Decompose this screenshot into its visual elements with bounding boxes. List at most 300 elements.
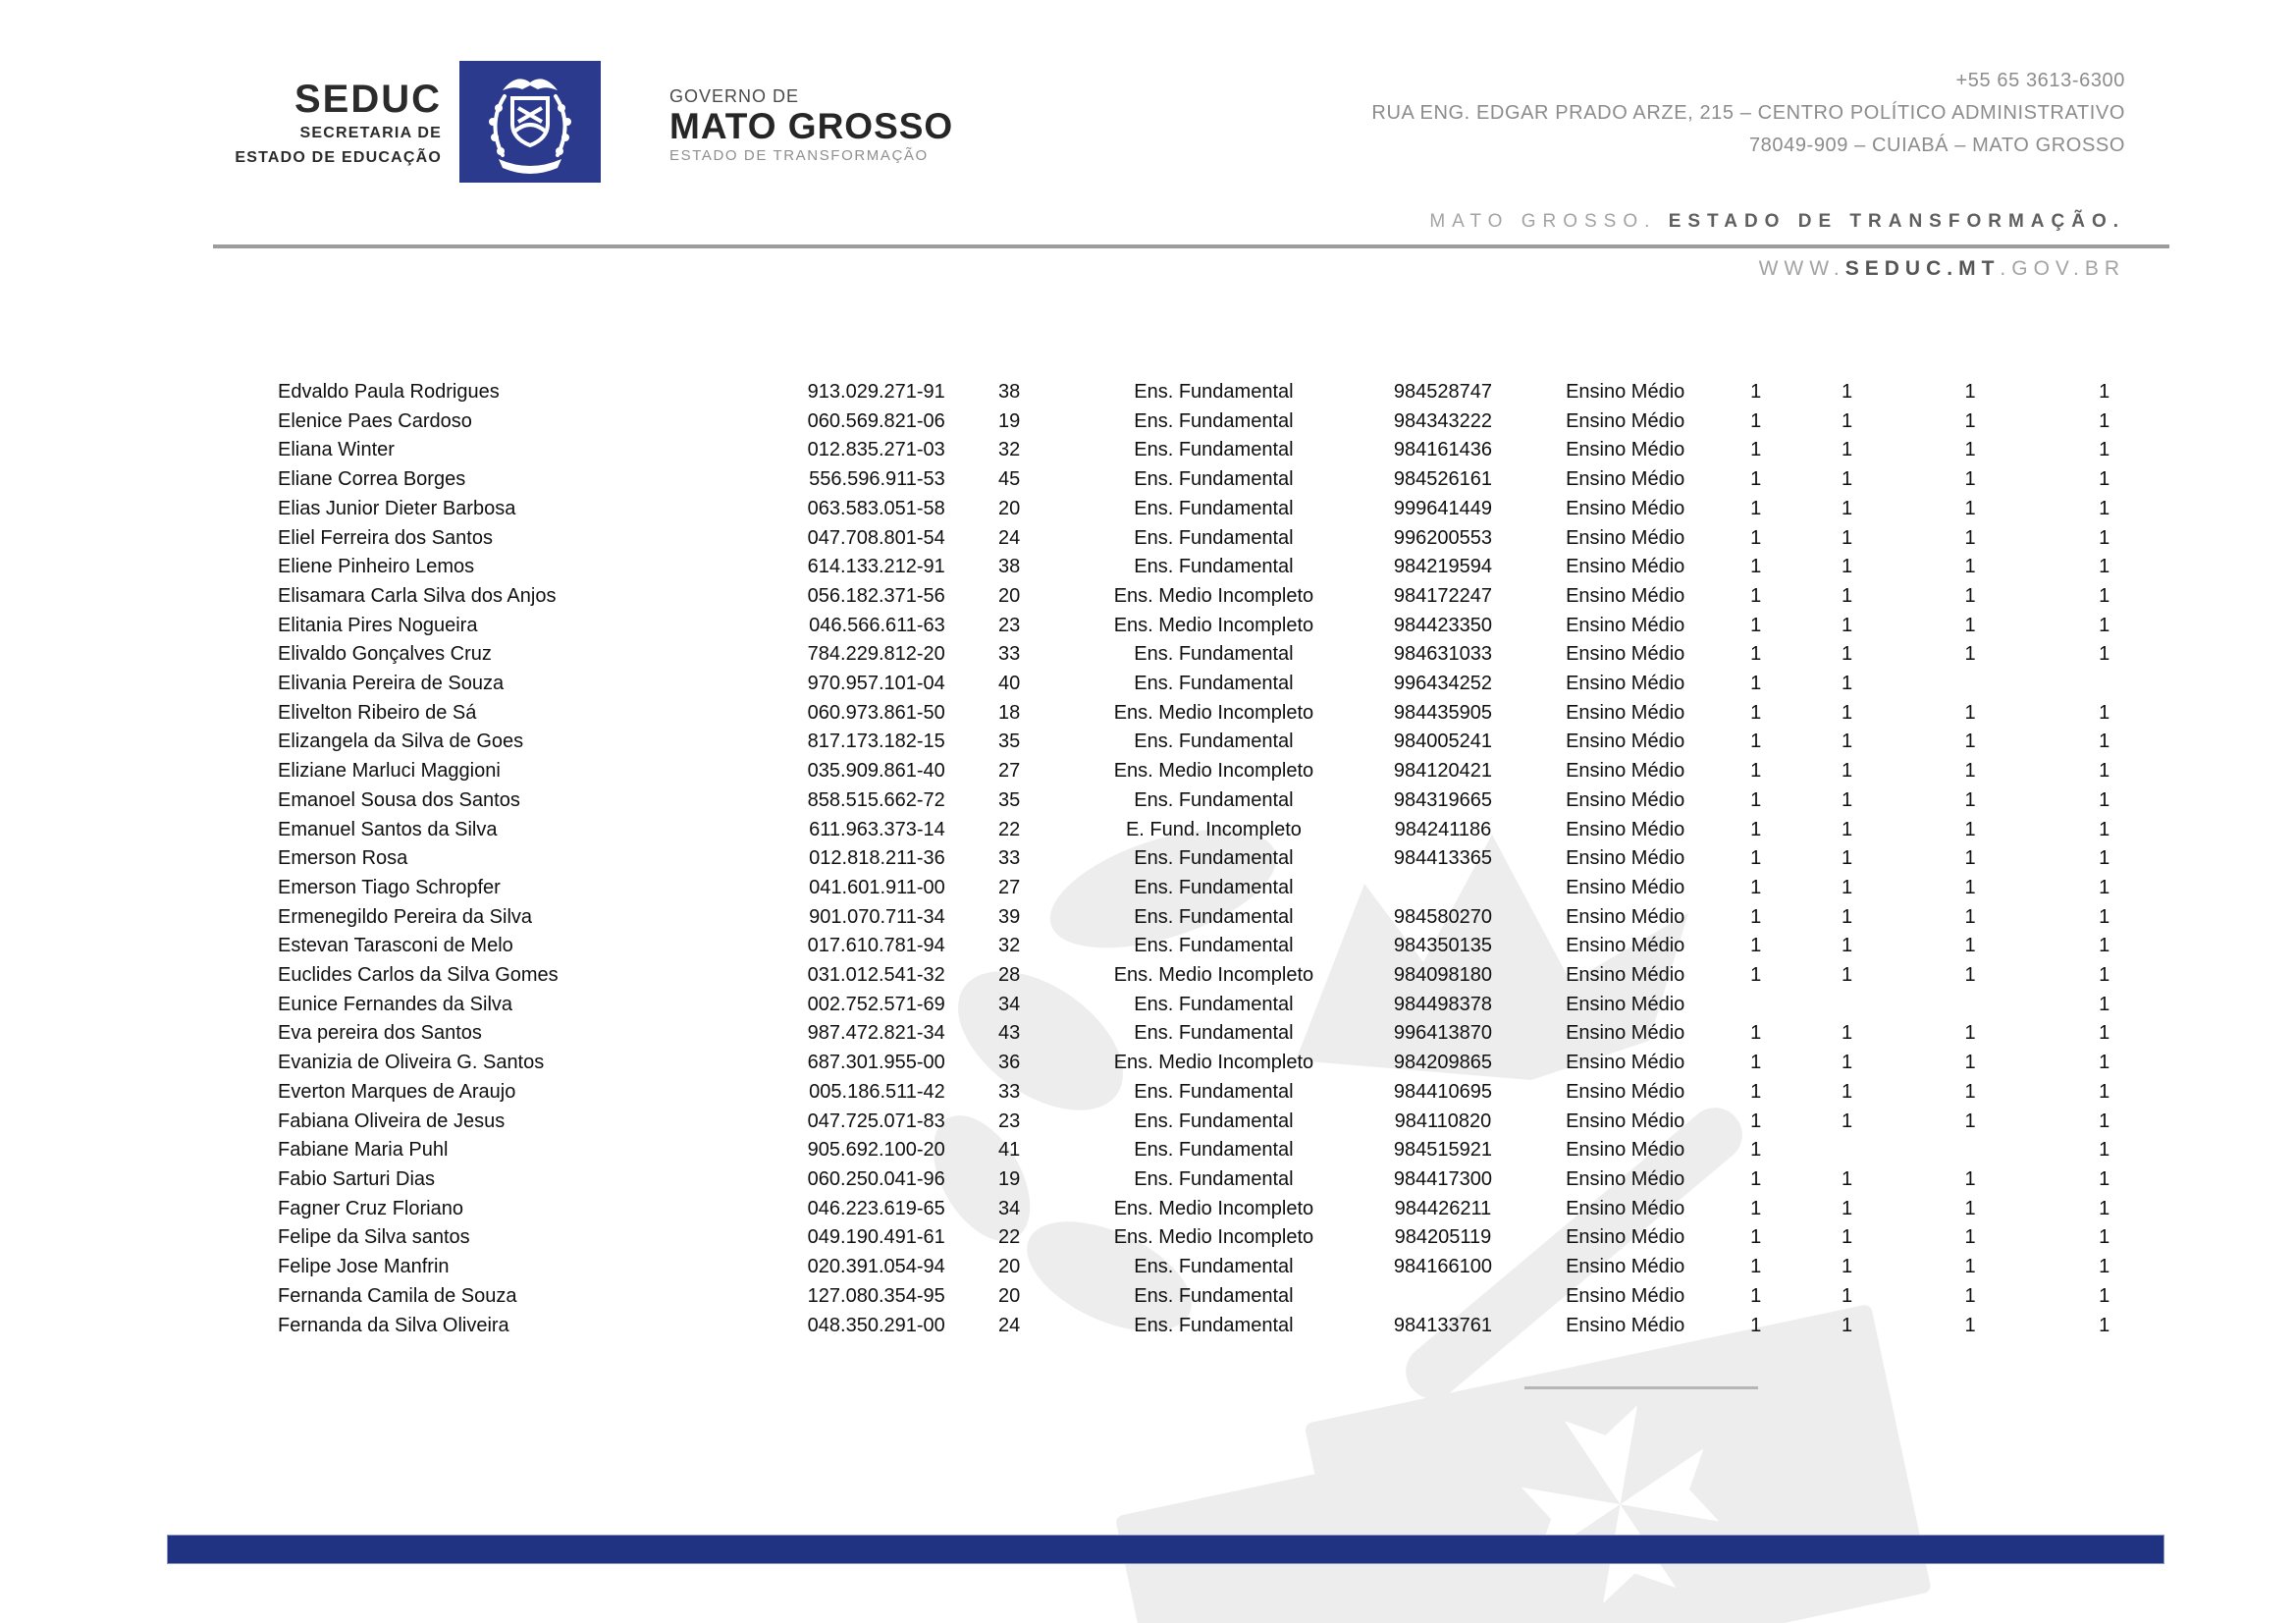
person-level: Ensino Médio — [1566, 788, 1685, 811]
person-age: 45 — [997, 468, 1021, 491]
person-cpf: 047.725.071-83 — [807, 1109, 945, 1132]
person-name: Ermenegildo Pereira da Silva — [278, 905, 533, 928]
person-education: Ens. Fundamental — [1134, 556, 1294, 578]
contact-address: RUA ENG. EDGAR PRADO ARZE, 215 – CENTRO POLÍTICO ADMINISTRATIVO — [1371, 102, 2125, 124]
seduc-subtitle-line1: SECRETARIA DE — [299, 125, 442, 141]
person-name: Elizangela da Silva de Goes — [278, 730, 524, 753]
person-cpf: 012.818.211-36 — [809, 847, 945, 870]
person-cpf: 970.957.101-04 — [807, 673, 945, 695]
flag-column-2: 1 — [1842, 964, 1853, 987]
person-education: Ens. Medio Incompleto — [1113, 964, 1314, 987]
flag-column-3: 1 — [1964, 1197, 1976, 1219]
website-domain: SEDUC.MT — [1844, 257, 2001, 280]
table-row — [278, 991, 2169, 1020]
person-education: Ens. Medio Incompleto — [1113, 760, 1314, 783]
flag-column-2: 1 — [1842, 730, 1853, 753]
flag-column-3: 1 — [1964, 905, 1976, 928]
seduc-subtitle-line2: ESTADO DE EDUCAÇÃO — [235, 149, 442, 166]
flag-column-3 — [1901, 670, 2040, 699]
flag-column-3: 1 — [1964, 730, 1976, 753]
person-age: 23 — [997, 1109, 1021, 1132]
person-name: Felipe Jose Manfrin — [278, 1256, 450, 1278]
table-row — [278, 495, 2169, 524]
flag-column-1: 1 — [1750, 935, 1762, 957]
person-level: Ensino Médio — [1566, 1197, 1685, 1219]
flag-column-4: 1 — [2099, 1109, 2110, 1132]
flag-column-1: 1 — [1750, 1314, 1762, 1336]
person-cpf: 905.692.100-20 — [807, 1139, 945, 1162]
flag-column-1: 1 — [1750, 788, 1762, 811]
person-education: Ens. Fundamental — [1134, 1080, 1294, 1103]
seduc-logo-text — [147, 79, 442, 169]
person-name: Fernanda Camila de Souza — [278, 1284, 517, 1307]
person-phone: 984343222 — [1393, 409, 1492, 432]
person-age: 36 — [997, 1052, 1021, 1074]
flag-column-1: 1 — [1750, 876, 1762, 898]
person-level: Ensino Médio — [1566, 993, 1685, 1015]
person-level: Ensino Médio — [1566, 584, 1685, 607]
person-education: Ens. Fundamental — [1134, 876, 1294, 898]
person-phone: 984120421 — [1393, 760, 1492, 783]
table-row — [278, 1136, 2169, 1165]
person-level: Ensino Médio — [1566, 876, 1685, 898]
flag-column-2: 1 — [1842, 818, 1853, 840]
table-row — [278, 1019, 2169, 1049]
person-age: 22 — [997, 818, 1021, 840]
flag-column-4: 1 — [2099, 1284, 2110, 1307]
person-name: Euclides Carlos da Silva Gomes — [278, 964, 559, 987]
person-age: 34 — [997, 1197, 1021, 1219]
tagline-bold: ESTADO DE TRANSFORMAÇÃO. — [1668, 211, 2125, 232]
flag-column-2: 1 — [1842, 1226, 1853, 1249]
person-level: Ensino Médio — [1566, 1284, 1685, 1307]
flag-column-1: 1 — [1750, 1197, 1762, 1219]
person-age: 27 — [997, 876, 1021, 898]
person-level: Ensino Médio — [1566, 1052, 1685, 1074]
person-phone: 984580270 — [1393, 905, 1492, 928]
flag-column-3: 1 — [1964, 439, 1976, 461]
flag-column-3: 1 — [1964, 818, 1976, 840]
person-level: Ensino Médio — [1566, 1080, 1685, 1103]
flag-column-1: 1 — [1750, 701, 1762, 724]
person-level: Ensino Médio — [1566, 1314, 1685, 1336]
footer-bar — [167, 1535, 2164, 1564]
person-name: Estevan Tarasconi de Melo — [278, 935, 513, 957]
table-row — [278, 728, 2169, 757]
person-name: Fabiane Maria Puhl — [278, 1139, 449, 1162]
flag-column-3: 1 — [1964, 701, 1976, 724]
flag-column-2 — [1792, 991, 1900, 1020]
person-education: Ens. Medio Incompleto — [1113, 584, 1314, 607]
level-column-underline — [1524, 1386, 1758, 1389]
flag-column-3: 1 — [1964, 584, 1976, 607]
person-level: Ensino Médio — [1566, 1109, 1685, 1132]
flag-column-3: 1 — [1964, 788, 1976, 811]
flag-column-1: 1 — [1750, 1080, 1762, 1103]
flag-column-2: 1 — [1842, 935, 1853, 957]
flag-column-4: 1 — [2099, 1314, 2110, 1336]
person-name: Fabiana Oliveira de Jesus — [278, 1109, 506, 1132]
person-education: Ens. Medio Incompleto — [1113, 614, 1314, 636]
person-name: Elisamara Carla Silva dos Anjos — [278, 584, 557, 607]
flag-column-1: 1 — [1750, 905, 1762, 928]
person-cpf: 060.569.821-06 — [807, 409, 945, 432]
person-name: Everton Marques de Araujo — [278, 1080, 516, 1103]
person-education: Ens. Fundamental — [1134, 1139, 1294, 1162]
flag-column-4: 1 — [2099, 788, 2110, 811]
person-level: Ensino Médio — [1566, 381, 1685, 403]
flag-column-4: 1 — [2099, 1167, 2110, 1190]
flag-column-3: 1 — [1964, 1314, 1976, 1336]
table-row — [278, 932, 2169, 961]
person-education: Ens. Fundamental — [1134, 1314, 1294, 1336]
flag-column-1: 1 — [1750, 409, 1762, 432]
person-name: Emerson Tiago Schropfer — [278, 876, 501, 898]
person-phone: 999641449 — [1393, 497, 1492, 519]
person-level: Ensino Médio — [1566, 439, 1685, 461]
person-education: Ens. Medio Incompleto — [1113, 701, 1314, 724]
table-row — [278, 407, 2169, 437]
flag-column-4: 1 — [2099, 847, 2110, 870]
flag-column-3: 1 — [1964, 614, 1976, 636]
person-phone: 984098180 — [1393, 964, 1492, 987]
person-level: Ensino Médio — [1566, 1256, 1685, 1278]
person-age: 35 — [997, 788, 1021, 811]
person-cpf: 012.835.271-03 — [807, 439, 945, 461]
flag-column-4: 1 — [2099, 1139, 2110, 1162]
person-age: 24 — [997, 1314, 1021, 1336]
person-name: Emanuel Santos da Silva — [278, 818, 498, 840]
flag-column-4: 1 — [2099, 497, 2110, 519]
flag-column-1: 1 — [1750, 964, 1762, 987]
flag-column-2: 1 — [1842, 584, 1853, 607]
person-phone: 984417300 — [1393, 1167, 1492, 1190]
records-table-grid — [278, 378, 2169, 1340]
person-cpf: 784.229.812-20 — [807, 643, 945, 666]
person-phone: 984172247 — [1393, 584, 1492, 607]
person-phone: 984413365 — [1393, 847, 1492, 870]
person-education: Ens. Fundamental — [1134, 439, 1294, 461]
flag-column-2: 1 — [1842, 1284, 1853, 1307]
flag-column-4: 1 — [2099, 1052, 2110, 1074]
flag-column-4: 1 — [2099, 730, 2110, 753]
governo-name: MATO GROSSO — [669, 106, 954, 146]
tagline-light: MATO GROSSO. — [1429, 211, 1657, 232]
person-cpf: 002.752.571-69 — [807, 993, 945, 1015]
person-education: Ens. Fundamental — [1134, 905, 1294, 928]
flag-column-2: 1 — [1842, 1052, 1853, 1074]
flag-column-3: 1 — [1964, 381, 1976, 403]
person-phone — [1355, 874, 1532, 903]
person-name: Felipe da Silva santos — [278, 1226, 470, 1249]
flag-column-1: 1 — [1750, 439, 1762, 461]
person-phone — [1355, 1282, 1532, 1312]
flag-column-1: 1 — [1750, 643, 1762, 666]
records-table — [278, 378, 2169, 1340]
person-education: Ens. Fundamental — [1134, 1256, 1294, 1278]
state-tagline — [1429, 211, 2125, 233]
person-phone: 984205119 — [1394, 1226, 1492, 1249]
person-name: Elenice Paes Cardoso — [278, 409, 472, 432]
flag-column-3: 1 — [1964, 1022, 1976, 1045]
flag-column-4: 1 — [2099, 643, 2110, 666]
flag-column-2: 1 — [1842, 701, 1853, 724]
flag-column-2: 1 — [1842, 409, 1853, 432]
person-education: Ens. Medio Incompleto — [1113, 1226, 1314, 1249]
flag-column-3 — [1901, 1136, 2040, 1165]
person-level: Ensino Médio — [1566, 964, 1685, 987]
person-level: Ensino Médio — [1566, 905, 1685, 928]
flag-column-4: 1 — [2099, 381, 2110, 403]
person-level: Ensino Médio — [1566, 1139, 1685, 1162]
flag-column-4: 1 — [2099, 993, 2110, 1015]
flag-column-2: 1 — [1842, 1109, 1853, 1132]
flag-column-2: 1 — [1842, 526, 1853, 549]
flag-column-2: 1 — [1842, 1256, 1853, 1278]
table-row — [278, 1108, 2169, 1137]
flag-column-3: 1 — [1964, 876, 1976, 898]
table-row — [278, 903, 2169, 933]
flag-column-1: 1 — [1750, 1052, 1762, 1074]
person-cpf: 858.515.662-72 — [807, 788, 945, 811]
person-phone: 984528747 — [1393, 381, 1492, 403]
person-age: 23 — [997, 614, 1021, 636]
flag-column-3: 1 — [1964, 409, 1976, 432]
person-cpf: 020.391.054-94 — [807, 1256, 945, 1278]
flag-column-3: 1 — [1964, 526, 1976, 549]
flag-column-1: 1 — [1750, 526, 1762, 549]
person-phone: 984241186 — [1394, 818, 1492, 840]
seduc-title: SEDUC — [294, 78, 442, 121]
person-level: Ensino Médio — [1566, 818, 1685, 840]
person-name: Elias Junior Dieter Barbosa — [278, 497, 516, 519]
person-age: 20 — [997, 1256, 1021, 1278]
flag-column-2: 1 — [1842, 847, 1853, 870]
person-age: 41 — [997, 1139, 1021, 1162]
person-level: Ensino Médio — [1566, 673, 1685, 695]
flag-column-3: 1 — [1964, 497, 1976, 519]
flag-column-2: 1 — [1842, 1022, 1853, 1045]
person-age: 28 — [997, 964, 1021, 987]
person-age: 43 — [997, 1022, 1021, 1045]
person-name: Evanizia de Oliveira G. Santos — [278, 1052, 545, 1074]
person-cpf: 987.472.821-34 — [807, 1022, 945, 1045]
flag-column-3: 1 — [1964, 1284, 1976, 1307]
flag-column-4: 1 — [2099, 439, 2110, 461]
person-level: Ensino Médio — [1566, 497, 1685, 519]
person-cpf: 046.223.619-65 — [807, 1197, 945, 1219]
person-education: Ens. Fundamental — [1134, 788, 1294, 811]
flag-column-2: 1 — [1842, 497, 1853, 519]
governo-sub: ESTADO DE TRANSFORMAÇÃO — [669, 147, 929, 164]
person-age: 32 — [997, 439, 1021, 461]
person-education: Ens. Medio Incompleto — [1113, 1197, 1314, 1219]
person-name: Eliana Winter — [278, 439, 395, 461]
flag-column-4: 1 — [2099, 760, 2110, 783]
person-cpf: 056.182.371-56 — [807, 584, 945, 607]
person-level: Ensino Médio — [1566, 935, 1685, 957]
flag-column-2: 1 — [1842, 1197, 1853, 1219]
flag-column-2 — [1792, 1136, 1900, 1165]
person-level: Ensino Médio — [1566, 730, 1685, 753]
flag-column-4: 1 — [2099, 701, 2110, 724]
person-cpf: 046.566.611-63 — [809, 614, 945, 636]
flag-column-1: 1 — [1750, 760, 1762, 783]
person-age: 19 — [997, 409, 1021, 432]
flag-column-4: 1 — [2099, 1080, 2110, 1103]
flag-column-3: 1 — [1964, 1109, 1976, 1132]
person-age: 18 — [997, 701, 1021, 724]
person-age: 19 — [997, 1167, 1021, 1190]
person-phone: 984161436 — [1393, 439, 1492, 461]
flag-column-3 — [1901, 991, 2040, 1020]
governo-pre: GOVERNO DE — [669, 86, 800, 106]
flag-column-1: 1 — [1750, 1167, 1762, 1190]
flag-column-1: 1 — [1750, 556, 1762, 578]
governo-mato-grosso-logo-text — [669, 86, 953, 165]
flag-column-1: 1 — [1750, 1226, 1762, 1249]
person-cpf: 556.596.911-53 — [809, 468, 945, 491]
person-cpf: 913.029.271-91 — [807, 381, 945, 403]
flag-column-2: 1 — [1842, 905, 1853, 928]
person-cpf: 687.301.955-00 — [807, 1052, 945, 1074]
flag-column-4: 1 — [2099, 905, 2110, 928]
person-cpf: 817.173.182-15 — [807, 730, 945, 753]
flag-column-1: 1 — [1750, 1256, 1762, 1278]
person-level: Ensino Médio — [1566, 847, 1685, 870]
person-name: Elivaldo Gonçalves Cruz — [278, 643, 492, 666]
person-education: Ens. Fundamental — [1134, 993, 1294, 1015]
person-age: 33 — [997, 1080, 1021, 1103]
flag-column-3: 1 — [1964, 468, 1976, 491]
table-row — [278, 757, 2169, 786]
table-row — [278, 524, 2169, 554]
flag-column-1: 1 — [1750, 818, 1762, 840]
flag-column-4 — [2039, 670, 2169, 699]
person-age: 20 — [997, 1284, 1021, 1307]
person-age: 35 — [997, 730, 1021, 753]
table-row — [278, 844, 2169, 874]
person-level: Ensino Médio — [1566, 468, 1685, 491]
person-phone: 984005241 — [1393, 730, 1492, 753]
person-education: Ens. Fundamental — [1134, 1167, 1294, 1190]
person-cpf: 060.973.861-50 — [807, 701, 945, 724]
flag-column-1: 1 — [1750, 497, 1762, 519]
person-level: Ensino Médio — [1566, 614, 1685, 636]
flag-column-4: 1 — [2099, 1256, 2110, 1278]
person-education: Ens. Fundamental — [1134, 673, 1294, 695]
person-education: Ens. Fundamental — [1134, 497, 1294, 519]
person-education: E. Fund. Incompleto — [1125, 818, 1302, 840]
person-phone: 984410695 — [1393, 1080, 1492, 1103]
table-row — [278, 465, 2169, 495]
person-phone: 984426211 — [1394, 1197, 1492, 1219]
flag-column-4: 1 — [2099, 1022, 2110, 1045]
person-education: Ens. Fundamental — [1134, 730, 1294, 753]
flag-column-1: 1 — [1750, 1109, 1762, 1132]
person-name: Fagner Cruz Floriano — [278, 1197, 463, 1219]
flag-column-3: 1 — [1964, 760, 1976, 783]
person-cpf: 063.583.051-58 — [807, 497, 945, 519]
person-age: 32 — [997, 935, 1021, 957]
person-age: 39 — [997, 905, 1021, 928]
flag-column-3: 1 — [1964, 1226, 1976, 1249]
person-level: Ensino Médio — [1566, 1167, 1685, 1190]
person-cpf: 611.963.373-14 — [809, 818, 945, 840]
flag-column-2: 1 — [1842, 760, 1853, 783]
flag-column-3: 1 — [1964, 1256, 1976, 1278]
flag-column-2: 1 — [1842, 788, 1853, 811]
person-phone: 984631033 — [1393, 643, 1492, 666]
person-age: 33 — [997, 643, 1021, 666]
person-phone: 984319665 — [1393, 788, 1492, 811]
flag-column-1: 1 — [1750, 1284, 1762, 1307]
flag-column-3: 1 — [1964, 1167, 1976, 1190]
person-name: Eva pereira dos Santos — [278, 1022, 482, 1045]
person-cpf: 041.601.911-00 — [809, 876, 945, 898]
flag-column-1: 1 — [1750, 381, 1762, 403]
person-name: Elitania Pires Nogueira — [278, 614, 478, 636]
person-level: Ensino Médio — [1566, 1022, 1685, 1045]
person-phone: 996413870 — [1393, 1022, 1492, 1045]
table-row — [278, 378, 2169, 407]
person-level: Ensino Médio — [1566, 1226, 1685, 1249]
flag-column-4: 1 — [2099, 409, 2110, 432]
coat-of-arms-icon — [459, 61, 601, 183]
flag-column-4: 1 — [2099, 935, 2110, 957]
person-name: Eunice Fernandes da Silva — [278, 993, 513, 1015]
flag-column-3: 1 — [1964, 1080, 1976, 1103]
person-phone: 984435905 — [1393, 701, 1492, 724]
flag-column-3: 1 — [1964, 643, 1976, 666]
person-education: Ens. Fundamental — [1134, 1022, 1294, 1045]
person-education: Ens. Medio Incompleto — [1113, 1052, 1314, 1074]
person-education: Ens. Fundamental — [1134, 381, 1294, 403]
flag-column-3: 1 — [1964, 847, 1976, 870]
table-row — [278, 1253, 2169, 1282]
table-row — [278, 786, 2169, 816]
person-name: Eliane Correa Borges — [278, 468, 466, 491]
table-row — [278, 699, 2169, 729]
flag-column-1 — [1719, 991, 1792, 1020]
person-phone: 984423350 — [1393, 614, 1492, 636]
flag-column-2: 1 — [1842, 673, 1853, 695]
flag-column-1: 1 — [1750, 468, 1762, 491]
person-level: Ensino Médio — [1566, 526, 1685, 549]
person-level: Ensino Médio — [1566, 643, 1685, 666]
person-name: Emanoel Sousa dos Santos — [278, 788, 520, 811]
flag-column-3: 1 — [1964, 1052, 1976, 1074]
person-name: Elivania Pereira de Souza — [278, 673, 505, 695]
person-cpf: 614.133.212-91 — [807, 556, 945, 578]
person-name: Fabio Sarturi Dias — [278, 1167, 436, 1190]
flag-column-1: 1 — [1750, 673, 1762, 695]
person-phone: 984526161 — [1393, 468, 1492, 491]
flag-column-1: 1 — [1750, 614, 1762, 636]
flag-column-3: 1 — [1964, 556, 1976, 578]
flag-column-2: 1 — [1842, 556, 1853, 578]
table-row — [278, 1312, 2169, 1341]
person-cpf: 127.080.354-95 — [807, 1284, 945, 1307]
table-row — [278, 874, 2169, 903]
flag-column-1: 1 — [1750, 1139, 1762, 1162]
person-phone: 996434252 — [1393, 673, 1492, 695]
flag-column-4: 1 — [2099, 818, 2110, 840]
person-cpf: 060.250.041-96 — [807, 1167, 945, 1190]
person-education: Ens. Fundamental — [1134, 526, 1294, 549]
table-row — [278, 1049, 2169, 1078]
person-age: 27 — [997, 760, 1021, 783]
